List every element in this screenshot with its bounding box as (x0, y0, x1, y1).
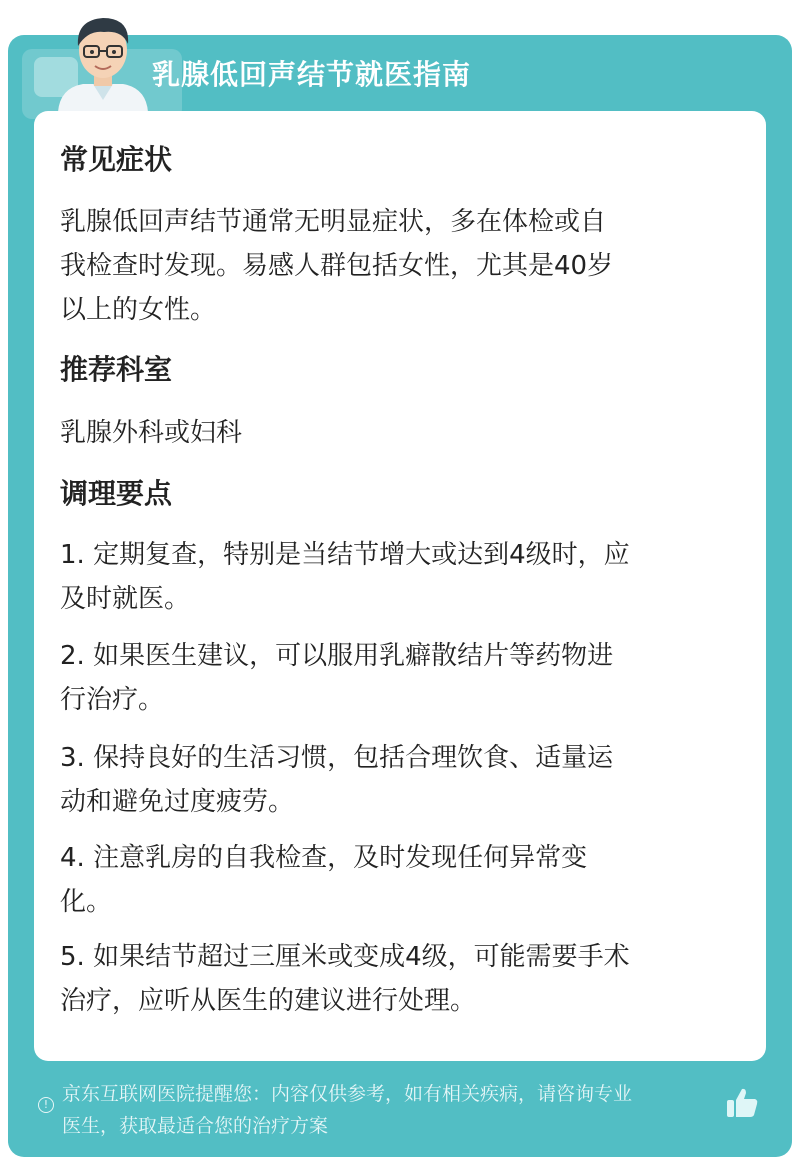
care-item (60, 736, 750, 824)
symptoms-line: 我检查时发现。易感人群包括女性，尤其是40岁 (60, 251, 614, 281)
care-item-line: 行治疗。 (60, 685, 165, 715)
care-item-line: 5. 如果结节超过三厘米或变成4级，可能需要手术 (60, 942, 630, 972)
care-item-line: 2. 如果医生建议，可以服用乳癖散结片等药物进 (60, 641, 614, 671)
care-item-line: 4. 注意乳房的自我检查，及时发现任何异常变 (60, 843, 588, 873)
symptoms-line: 以上的女性。 (60, 295, 217, 325)
care-item-line: 化。 (60, 887, 113, 917)
thumbs-up-icon[interactable] (724, 1085, 760, 1121)
care-item-line: 3. 保持良好的生活习惯，包括合理饮食、适量运 (60, 743, 614, 773)
page-title: 乳腺低回声结节就医指南 (152, 58, 472, 91)
symptoms-text (60, 200, 750, 332)
section-title-symptoms: 常见症状 (60, 143, 173, 176)
department-text (60, 411, 750, 455)
care-item (60, 935, 750, 1023)
care-item-line: 治疗，应听从医生的建议进行处理。 (60, 986, 477, 1016)
disclaimer-footer (62, 1078, 732, 1142)
symptoms-line: 乳腺低回声结节通常无明显症状，多在体检或自 (60, 207, 607, 237)
care-item (60, 836, 750, 924)
care-item (60, 533, 750, 621)
section-title-care: 调理要点 (60, 477, 173, 510)
care-item-line: 动和避免过度疲劳。 (60, 787, 295, 817)
doctor-avatar (48, 8, 158, 112)
care-item (60, 634, 750, 722)
disclaimer-line: 京东互联网医院提醒您：内容仅供参考，如有相关疾病，请咨询专业 (62, 1083, 633, 1105)
section-title-department: 推荐科室 (60, 353, 173, 386)
care-item-line: 1. 定期复查，特别是当结节增大或达到4级时，应 (60, 540, 630, 570)
info-icon: ! (38, 1097, 54, 1113)
care-item-line: 及时就医。 (60, 584, 191, 614)
disclaimer-line: 医生，获取最适合您的治疗方案 (62, 1115, 329, 1137)
department-line: 乳腺外科或妇科 (60, 418, 243, 448)
